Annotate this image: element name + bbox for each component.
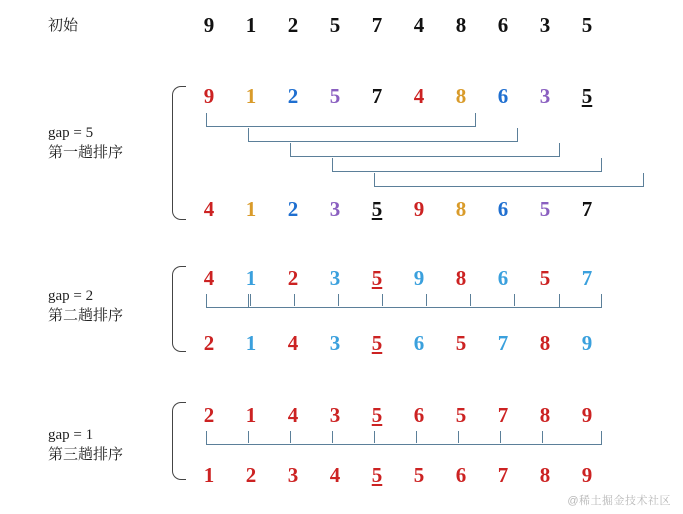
label-initial-text: 初始 <box>48 18 79 34</box>
value-cell: 6 <box>497 197 509 221</box>
value-cell: 7 <box>497 331 509 355</box>
connector-tick <box>500 431 501 443</box>
value-cell: 3 <box>329 266 341 290</box>
gap1-after-row <box>196 462 616 488</box>
label-gap2-line1: gap = 2 <box>48 288 94 304</box>
value-cell: 5 <box>371 266 383 290</box>
value-cell: 8 <box>455 84 467 108</box>
value-cell: 1 <box>245 266 257 290</box>
value-cell: 5 <box>371 197 383 221</box>
value-cell: 5 <box>581 84 593 108</box>
label-gap5 <box>48 123 123 163</box>
value-cell: 3 <box>539 13 551 37</box>
value-cell: 8 <box>539 331 551 355</box>
connector-gap5-pair-1-6 <box>248 128 518 142</box>
connector-tick <box>416 431 417 443</box>
value-cell: 5 <box>371 463 383 487</box>
label-initial <box>48 16 78 36</box>
value-cell: 9 <box>203 84 215 108</box>
value-cell: 4 <box>203 266 215 290</box>
value-cell: 9 <box>581 463 593 487</box>
value-cell: 6 <box>413 331 425 355</box>
label-gap5-line1: gap = 5 <box>48 125 94 141</box>
connector-tick <box>458 431 459 443</box>
value-cell: 4 <box>287 331 299 355</box>
value-cell: 7 <box>371 84 383 108</box>
connector-tick <box>374 431 375 443</box>
value-cell: 4 <box>413 84 425 108</box>
value-cell: 4 <box>203 197 215 221</box>
value-cell: 8 <box>539 463 551 487</box>
connector-tick <box>332 431 333 443</box>
gap1-before-row <box>196 402 616 428</box>
value-cell: 6 <box>497 84 509 108</box>
value-cell: 2 <box>287 197 299 221</box>
label-gap1-line1: gap = 1 <box>48 427 94 443</box>
value-cell: 5 <box>371 403 383 427</box>
value-cell: 3 <box>539 84 551 108</box>
connector-gap5-pair-0-5 <box>206 113 476 127</box>
gap2-after-row <box>196 330 616 356</box>
value-cell: 6 <box>497 266 509 290</box>
gap5-before-row <box>196 83 616 109</box>
brace-gap5 <box>172 86 186 220</box>
value-cell: 2 <box>203 403 215 427</box>
value-cell: 5 <box>455 403 467 427</box>
connector-tick <box>248 431 249 443</box>
value-cell: 6 <box>455 463 467 487</box>
value-cell: 8 <box>539 403 551 427</box>
label-gap1 <box>48 425 123 465</box>
value-cell: 9 <box>203 13 215 37</box>
connector-gap5-pair-2-7 <box>290 143 560 157</box>
value-cell: 6 <box>497 13 509 37</box>
value-cell: 8 <box>455 13 467 37</box>
value-cell: 9 <box>413 266 425 290</box>
connector-gap5-pair-3-8 <box>332 158 602 172</box>
value-cell: 5 <box>329 13 341 37</box>
gap5-after-row <box>196 196 616 222</box>
brace-gap1 <box>172 402 186 480</box>
gap2-before-row <box>196 265 616 291</box>
value-cell: 5 <box>413 463 425 487</box>
value-cell: 1 <box>245 331 257 355</box>
value-cell: 1 <box>245 84 257 108</box>
value-cell: 5 <box>539 197 551 221</box>
value-cell: 2 <box>203 331 215 355</box>
value-cell: 3 <box>329 331 341 355</box>
value-cell: 9 <box>581 331 593 355</box>
value-cell: 5 <box>329 84 341 108</box>
value-cell: 2 <box>287 266 299 290</box>
value-cell: 7 <box>581 197 593 221</box>
connector-tick <box>290 431 291 443</box>
value-cell: 3 <box>329 403 341 427</box>
value-cell: 8 <box>455 197 467 221</box>
value-cell: 7 <box>581 266 593 290</box>
value-cell: 5 <box>371 331 383 355</box>
value-cell: 7 <box>497 463 509 487</box>
value-cell: 9 <box>581 403 593 427</box>
connector-gap5-pair-4-9 <box>374 173 644 187</box>
value-cell: 2 <box>287 84 299 108</box>
connector-gap2-odd <box>248 294 602 308</box>
value-cell: 2 <box>245 463 257 487</box>
value-cell: 4 <box>329 463 341 487</box>
value-cell: 4 <box>413 13 425 37</box>
value-cell: 7 <box>497 403 509 427</box>
value-cell: 5 <box>581 13 593 37</box>
connector-gap1-ticks <box>206 431 600 443</box>
label-gap2 <box>48 286 123 326</box>
value-cell: 2 <box>287 13 299 37</box>
value-cell: 5 <box>539 266 551 290</box>
value-cell: 5 <box>455 331 467 355</box>
value-cell: 4 <box>287 403 299 427</box>
value-cell: 9 <box>413 197 425 221</box>
watermark: @稀土掘金技术社区 <box>567 495 671 507</box>
value-cell: 8 <box>455 266 467 290</box>
value-cell: 1 <box>203 463 215 487</box>
value-cell: 3 <box>287 463 299 487</box>
brace-gap2 <box>172 266 186 352</box>
value-cell: 1 <box>245 197 257 221</box>
label-gap1-line2: 第三趟排序 <box>48 447 124 463</box>
connector-tick <box>542 431 543 443</box>
value-cell: 7 <box>371 13 383 37</box>
value-cell: 6 <box>413 403 425 427</box>
value-cell: 3 <box>329 197 341 221</box>
value-cell: 1 <box>245 403 257 427</box>
initial-row <box>196 12 616 38</box>
value-cell: 1 <box>245 13 257 37</box>
label-gap5-line2: 第一趟排序 <box>48 145 124 161</box>
label-gap2-line2: 第二趟排序 <box>48 308 124 324</box>
